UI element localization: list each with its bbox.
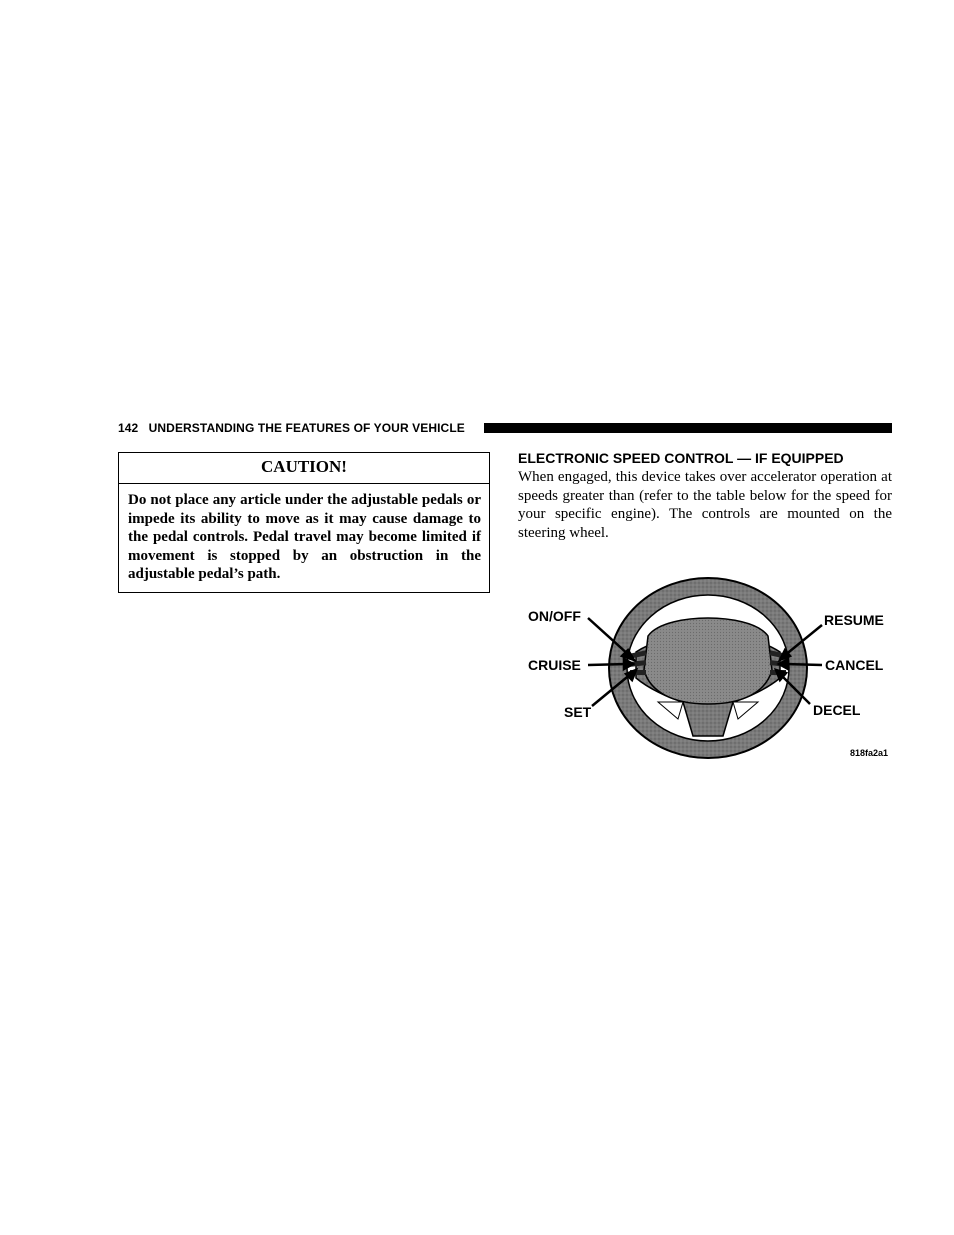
label-resume: RESUME [824, 612, 884, 628]
caution-box [118, 452, 490, 593]
page-number: 142 [118, 421, 139, 435]
figure-code: 818fa2a1 [850, 748, 889, 758]
header-rule [484, 423, 892, 433]
label-cruise: CRUISE [528, 657, 581, 673]
label-on-off: ON/OFF [528, 608, 581, 624]
page-header [118, 418, 892, 438]
caution-title: CAUTION! [119, 453, 489, 484]
label-decel: DECEL [813, 702, 861, 718]
label-set: SET [564, 704, 592, 720]
section-body: When engaged, this device takes over accelerator operation at speeds greater than (refer to the table below for the speed for your specific engine). The controls are mounted on the steering wheel. [518, 469, 892, 541]
steering-wheel-illustration [518, 574, 892, 764]
airbag-hub [644, 618, 772, 704]
steering-wheel-figure [518, 574, 892, 764]
speed-control-section [518, 448, 892, 542]
header-text [118, 421, 465, 435]
section-heading: ELECTRONIC SPEED CONTROL — IF EQUIPPED [518, 450, 844, 466]
label-cancel: CANCEL [825, 657, 884, 673]
caution-body: Do not place any article under the adjustable pedals or impede its ability to move as it may cause damage to the pedal controls. Pedal travel may become limited if movement is stopped by an obstruction in the adjustable pedal’s path. [128, 492, 481, 582]
section-title-header: UNDERSTANDING THE FEATURES OF YOUR VEHICLE [148, 421, 465, 435]
